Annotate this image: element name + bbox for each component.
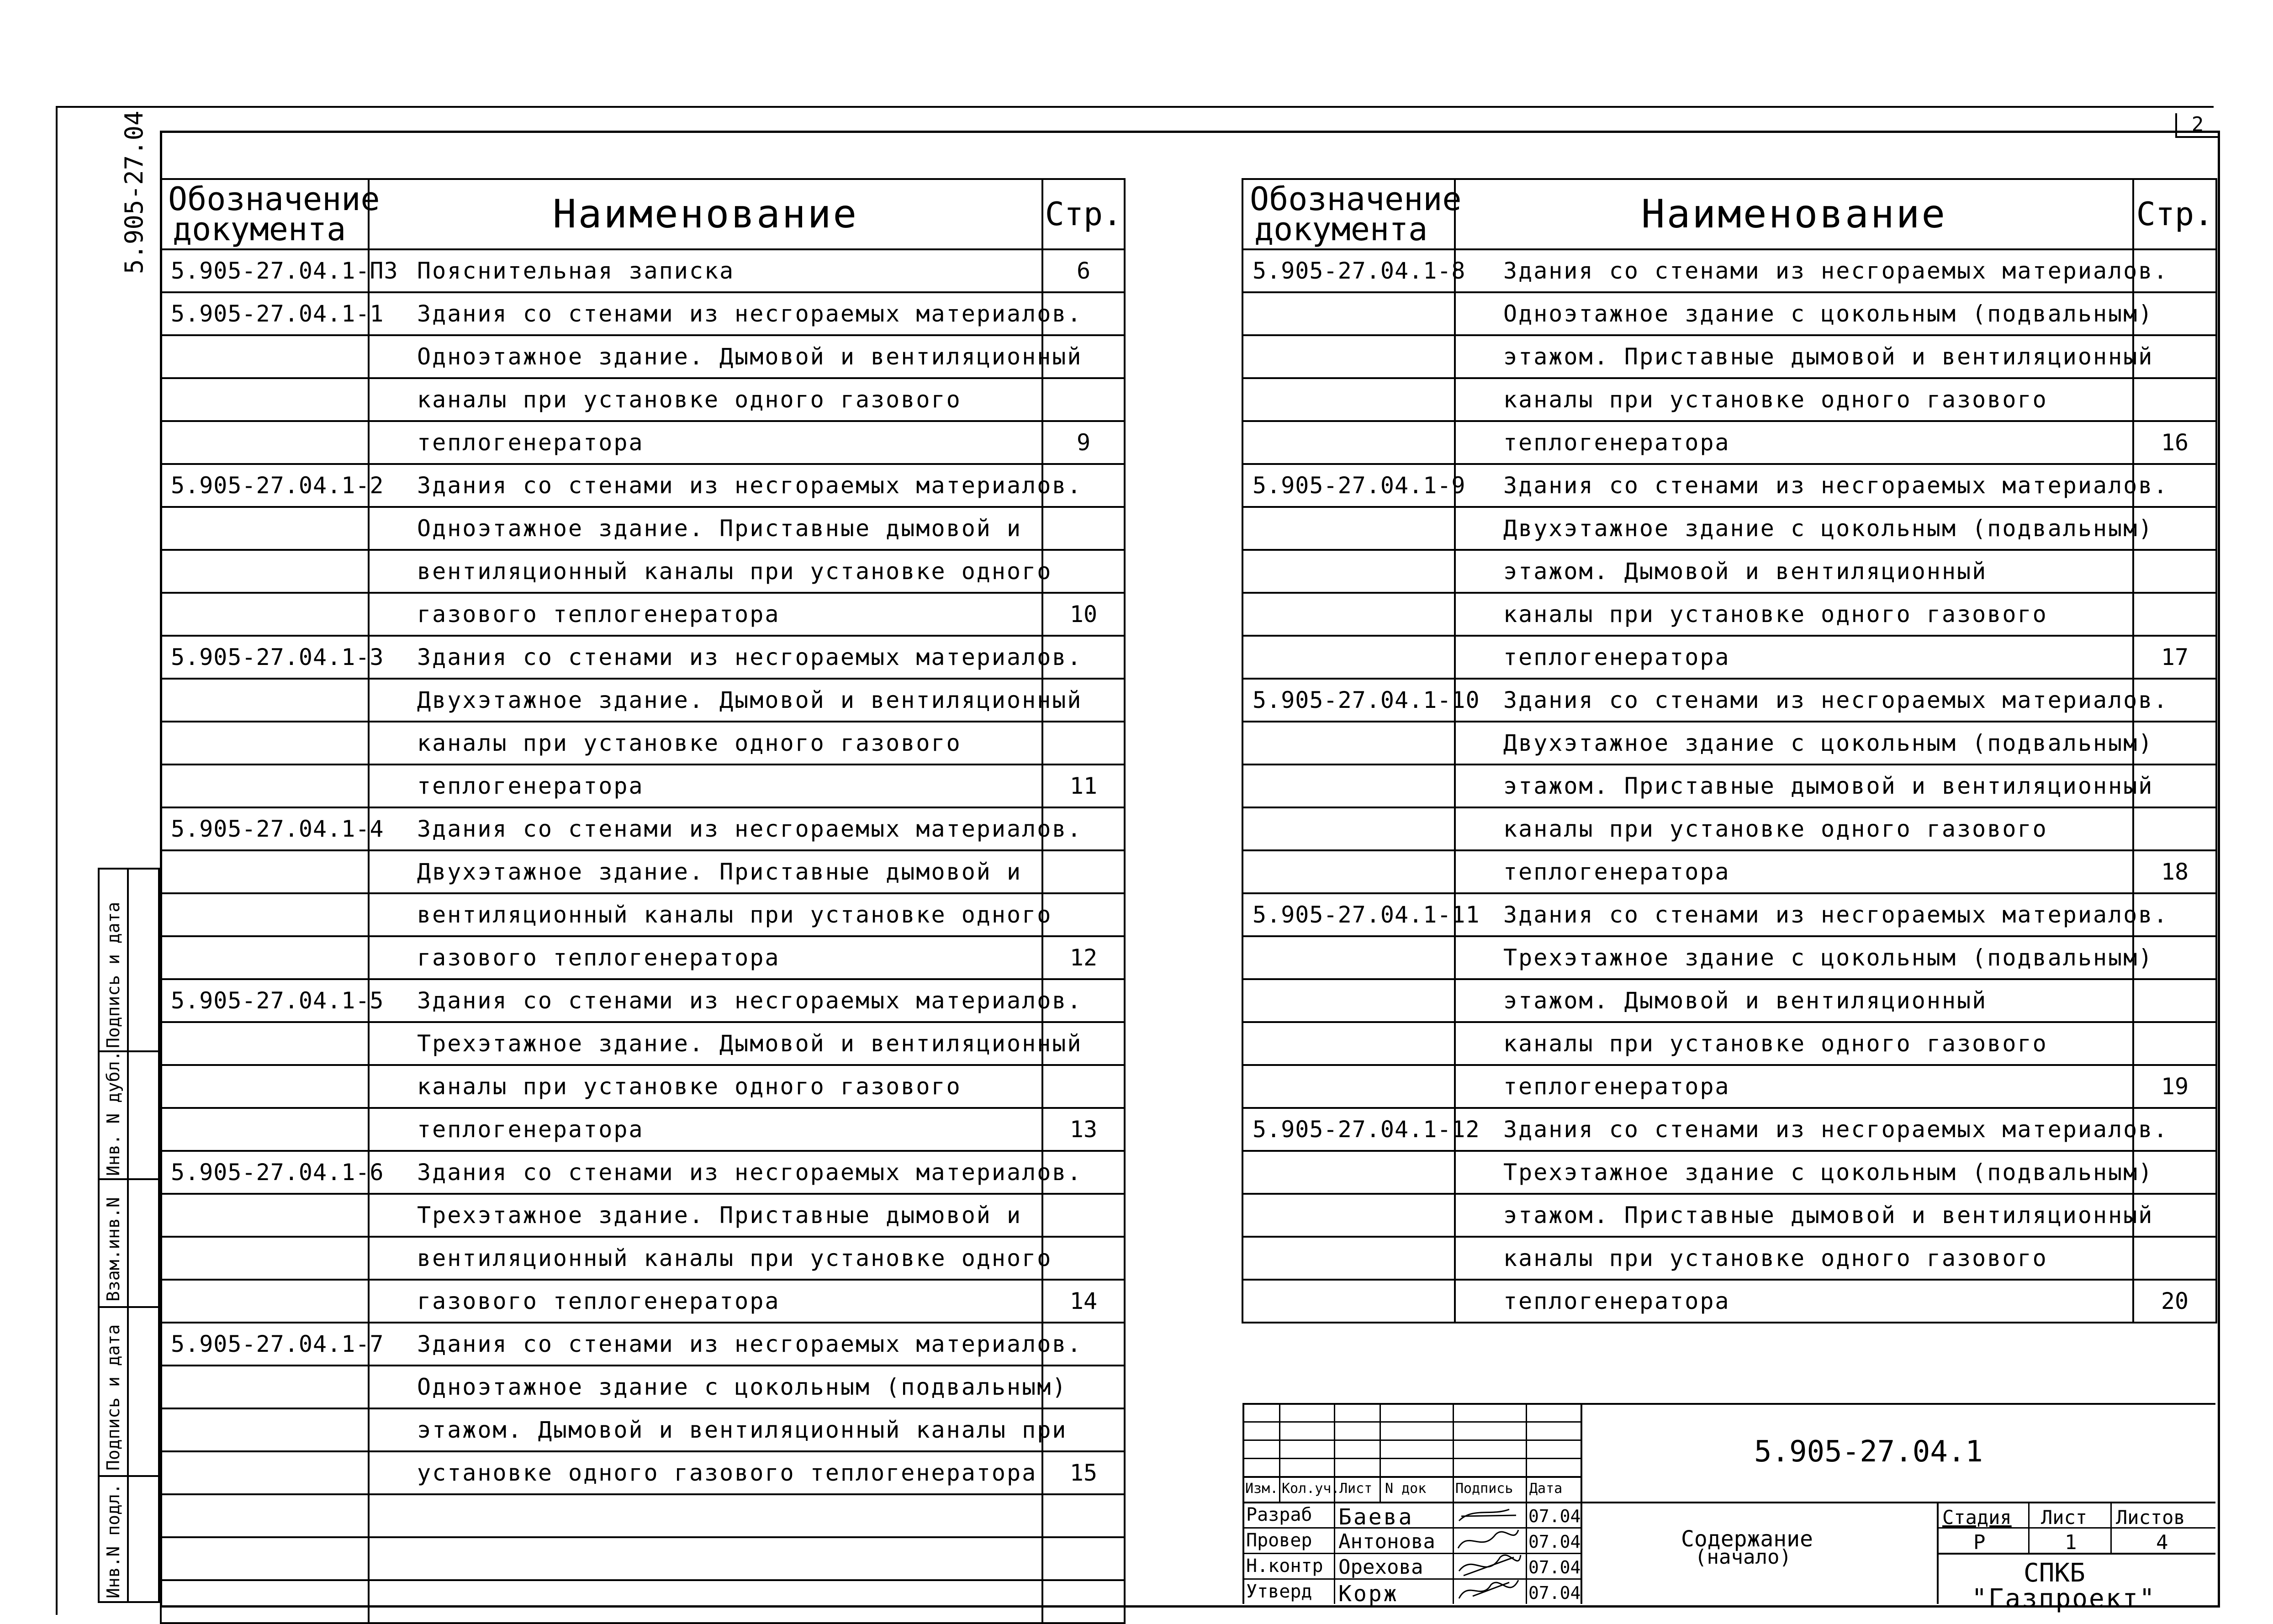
row-designation [1242, 292, 1455, 335]
stamp-sheet: 1 [2065, 1531, 2077, 1554]
stamp-date: 07.04 [1528, 1506, 1581, 1526]
contents-table-right [1242, 178, 2217, 1323]
stamp-sheet-label: Лист [2041, 1506, 2088, 1529]
table-row [161, 1108, 1125, 1151]
row-name: этажом. Дымовой и вентиляционный каналы при [369, 1408, 1042, 1451]
stamp-role: Провер [1246, 1530, 1312, 1551]
row-page: 9 [1042, 421, 1125, 464]
row-name: Здания со стенами из несгораемых материалов. [1455, 464, 2133, 507]
row-designation [1242, 1280, 1455, 1323]
stamp-sheets-label: Листов [2116, 1506, 2185, 1529]
row-designation [161, 1451, 369, 1494]
stamp-date: 07.04 [1528, 1557, 1581, 1577]
row-page: 14 [1042, 1280, 1125, 1323]
row-designation: 5.905-27.04.1-11 [1242, 893, 1455, 936]
row-page [1042, 1065, 1125, 1108]
table-row [1242, 807, 2216, 850]
row-designation [161, 765, 369, 807]
document-cipher-vertical: 5.905-27.04 [120, 111, 148, 274]
table-row [1242, 893, 2216, 936]
stamp-org-line1: СПКБ [2024, 1558, 2085, 1588]
row-designation [161, 593, 369, 636]
table-row [161, 1408, 1125, 1451]
approval-strip-values [125, 868, 160, 1603]
table-row [161, 1323, 1125, 1366]
row-name: Одноэтажное здание. Дымовой и вентиляционный [369, 335, 1042, 378]
row-designation [1242, 765, 1455, 807]
table-row [1242, 1237, 2216, 1280]
row-name: Одноэтажное здание с цокольным (подвальным) [1455, 292, 2133, 335]
table-row [161, 421, 1125, 464]
row-designation [1242, 1194, 1455, 1237]
row-designation: 5.905-27.04.1-5 [161, 979, 369, 1022]
table-row [1242, 550, 2216, 593]
row-designation [161, 722, 369, 765]
row-name: Двухэтажное здание с цокольным (подвальным) [1455, 722, 2133, 765]
row-name: теплогенератора [369, 765, 1042, 807]
row-designation [161, 550, 369, 593]
strip-line [98, 1178, 158, 1180]
table-row [1242, 1194, 2216, 1237]
row-name: Здания со стенами из несгораемых материалов. [369, 1323, 1042, 1366]
row-designation [1242, 335, 1455, 378]
header-designation-line1: Обозначение [168, 180, 380, 218]
row-page: 17 [2133, 636, 2216, 679]
row-designation [1242, 1151, 1455, 1194]
table-row [161, 1022, 1125, 1065]
stamp-person: Орехова [1338, 1555, 1423, 1579]
table-row [1242, 679, 2216, 722]
row-page: 6 [1042, 249, 1125, 292]
row-name: каналы при установке одного газового [1455, 1022, 2133, 1065]
stamp-role: Утверд [1246, 1581, 1312, 1602]
table-row [161, 1366, 1125, 1408]
strip-bottom-line [98, 1601, 158, 1603]
table-row [161, 807, 1125, 850]
row-name [369, 1580, 1042, 1623]
stamp-role: Разраб [1246, 1504, 1312, 1525]
table-row [1242, 292, 2216, 335]
row-name: этажом. Дымовой и вентиляционный [1455, 550, 2133, 593]
strip-label-inv-dup: Инв. N дубл. [103, 1050, 123, 1176]
row-name [369, 1494, 1042, 1537]
row-page [1042, 722, 1125, 765]
row-page: 15 [1042, 1451, 1125, 1494]
table-header [161, 179, 1125, 249]
table-row [1242, 636, 2216, 679]
table-row [1242, 464, 2216, 507]
row-designation [1242, 421, 1455, 464]
table-row [1242, 765, 2216, 807]
row-designation: 5.905-27.04.1-12 [1242, 1108, 1455, 1151]
row-designation [161, 421, 369, 464]
table-row [161, 1194, 1125, 1237]
row-designation [161, 850, 369, 893]
row-name: Здания со стенами из несгораемых материалов. [369, 1151, 1042, 1194]
row-designation [161, 1366, 369, 1408]
header-name: Наименование [369, 179, 1042, 249]
row-designation [1242, 979, 1455, 1022]
row-name: Трехэтажное здание с цокольным (подвальным) [1455, 1151, 2133, 1194]
strip-label-sign-date-1: Подпись и дата [103, 1324, 123, 1471]
row-designation: 5.905-27.04.1-4 [161, 807, 369, 850]
row-name: этажом. Приставные дымовой и вентиляционный [1455, 335, 2133, 378]
table-row [1242, 722, 2216, 765]
row-designation: 5.905-27.04.1-2 [161, 464, 369, 507]
row-name: Здания со стенами из несгораемых материалов. [369, 636, 1042, 679]
row-designation: 5.905-27.04.1-6 [161, 1151, 369, 1194]
table-row [1242, 1280, 2216, 1323]
row-page [2133, 1237, 2216, 1280]
row-page: 18 [2133, 850, 2216, 893]
row-name: этажом. Дымовой и вентиляционный [1455, 979, 2133, 1022]
table-row [161, 249, 1125, 292]
stamp-col-sheet: Лист [1339, 1481, 1373, 1497]
stamp-sheets: 4 [2156, 1531, 2168, 1554]
row-page: 11 [1042, 765, 1125, 807]
row-name: каналы при установке одного газового [369, 722, 1042, 765]
row-page [2133, 378, 2216, 421]
stamp-person: Баева [1338, 1504, 1414, 1530]
row-name: газового теплогенератора [369, 593, 1042, 636]
sheet-corner-box [2175, 113, 2218, 138]
table-row [161, 1580, 1125, 1623]
table-row [161, 1451, 1125, 1494]
row-designation [161, 893, 369, 936]
table-row [161, 1065, 1125, 1108]
stamp-stage: Р [1973, 1531, 1986, 1554]
row-designation [161, 378, 369, 421]
table-header [1242, 179, 2216, 249]
stamp-col-rev: Изм. [1245, 1481, 1279, 1497]
table-row [161, 1151, 1125, 1194]
row-designation [161, 1065, 369, 1108]
table-row [161, 507, 1125, 550]
row-designation: 5.905-27.04.1-1 [161, 292, 369, 335]
table-row [1242, 979, 2216, 1022]
row-designation [161, 1494, 369, 1537]
table-row [161, 464, 1125, 507]
strip-label-sign-date-2: Подпись и дата [103, 902, 123, 1048]
row-designation [1242, 1022, 1455, 1065]
row-page [2133, 593, 2216, 636]
row-name: вентиляционный каналы при установке одного [369, 550, 1042, 593]
row-page: 10 [1042, 593, 1125, 636]
row-page [1042, 550, 1125, 593]
row-designation [1242, 378, 1455, 421]
row-name: этажом. Приставные дымовой и вентиляционный [1455, 1194, 2133, 1237]
row-name: вентиляционный каналы при установке одного [369, 1237, 1042, 1280]
header-page: Стр. [2133, 179, 2216, 249]
row-page [1042, 850, 1125, 893]
header-designation [161, 179, 380, 249]
table-row [161, 550, 1125, 593]
row-name: каналы при установке одного газового [369, 1065, 1042, 1108]
row-name [369, 1537, 1042, 1580]
table-row [1242, 936, 2216, 979]
row-name: теплогенератора [369, 1108, 1042, 1151]
stamp-person: Антонова [1338, 1530, 1435, 1553]
row-name: газового теплогенератора [369, 1280, 1042, 1323]
row-designation [1242, 593, 1455, 636]
stamp-stage-label: Стадия [1942, 1506, 2012, 1529]
table-row [161, 936, 1125, 979]
row-page [1042, 378, 1125, 421]
table-row [1242, 421, 2216, 464]
signature-scribbles [1454, 1503, 1523, 1603]
table-row [161, 765, 1125, 807]
row-designation: 5.905-27.04.1-10 [1242, 679, 1455, 722]
strip-label-inv-orig: Инв.N подл. [103, 1483, 123, 1598]
table-row [1242, 507, 2216, 550]
table-row [161, 1537, 1125, 1580]
stamp-role: Н.контр [1246, 1555, 1323, 1577]
row-page [1042, 1494, 1125, 1537]
row-designation: 5.905-27.04.1-3 [161, 636, 369, 679]
row-page [1042, 507, 1125, 550]
row-name: Трехэтажное здание. Дымовой и вентиляционный [369, 1022, 1042, 1065]
header-designation-line1: Обозначение [1250, 180, 1462, 218]
table-row [161, 893, 1125, 936]
row-name: Здания со стенами из несгораемых материалов. [1455, 679, 2133, 722]
header-name: Наименование [1455, 179, 2133, 249]
stamp-col-signature: Подпись [1455, 1481, 1513, 1497]
strip-top-line [98, 868, 158, 870]
row-designation [161, 1108, 369, 1151]
table-row [1242, 1108, 2216, 1151]
row-designation [1242, 1065, 1455, 1108]
row-designation [161, 335, 369, 378]
row-page: 19 [2133, 1065, 2216, 1108]
table-row [161, 850, 1125, 893]
row-name: теплогенератора [1455, 850, 2133, 893]
stamp-col-qty: Кол.уч. [1282, 1481, 1340, 1497]
row-designation [1242, 807, 1455, 850]
header-page: Стр. [1042, 179, 1125, 249]
table-row [161, 636, 1125, 679]
row-designation: 5.905-27.04.1-9 [1242, 464, 1455, 507]
row-name: Здания со стенами из несгораемых материалов. [369, 464, 1042, 507]
header-designation-line2: документа [1254, 211, 1428, 248]
row-page [2133, 1022, 2216, 1065]
row-page: 12 [1042, 936, 1125, 979]
row-name: Пояснительная записка [369, 249, 1042, 292]
row-name: вентиляционный каналы при установке одного [369, 893, 1042, 936]
table-row [161, 1280, 1125, 1323]
row-name: теплогенератора [369, 421, 1042, 464]
title-block [1242, 1403, 2215, 1613]
row-name: каналы при установке одного газового [369, 378, 1042, 421]
row-name: Одноэтажное здание с цокольным (подвальным) [369, 1366, 1042, 1408]
table-row [1242, 1151, 2216, 1194]
approval-strip [98, 868, 162, 1603]
contents-table-left [160, 178, 1126, 1624]
stamp-date: 07.04 [1528, 1583, 1581, 1603]
table-row [1242, 249, 2216, 292]
row-page [1042, 893, 1125, 936]
row-name: каналы при установке одного газового [1455, 807, 2133, 850]
strip-line [98, 1306, 158, 1308]
table-row [161, 722, 1125, 765]
row-name: Трехэтажное здание. Приставные дымовой и [369, 1194, 1042, 1237]
header-designation-line2: документа [173, 211, 346, 248]
strip-label-replace-inv: Взам.инв.N [103, 1197, 123, 1302]
row-name: Здания со стенами из несгораемых материалов. [369, 292, 1042, 335]
row-name: Одноэтажное здание. Приставные дымовой и [369, 507, 1042, 550]
row-designation: 5.905-27.04.1-7 [161, 1323, 369, 1366]
table-row [161, 1237, 1125, 1280]
row-name: теплогенератора [1455, 1280, 2133, 1323]
row-name: Двухэтажное здание с цокольным (подвальным) [1455, 507, 2133, 550]
row-name: установке одного газового теплогенератора [369, 1451, 1042, 1494]
header-designation [1242, 179, 1462, 249]
row-name: Здания со стенами из несгораемых материалов. [369, 807, 1042, 850]
row-page [1042, 1237, 1125, 1280]
table-row [1242, 378, 2216, 421]
table-row [161, 292, 1125, 335]
row-name: Здания со стенами из несгораемых материалов. [1455, 1108, 2133, 1151]
row-page [2133, 979, 2216, 1022]
stamp-title-line1: Содержание [1681, 1526, 1813, 1552]
row-designation [161, 507, 369, 550]
row-page [2133, 807, 2216, 850]
row-designation [161, 1022, 369, 1065]
row-name: каналы при установке одного газового [1455, 378, 2133, 421]
stamp-designation: 5.905-27.04.1 [1754, 1435, 1983, 1469]
stamp-title-line2: (начало) [1695, 1545, 1792, 1569]
stamp-date: 07.04 [1528, 1532, 1581, 1552]
row-designation [161, 1408, 369, 1451]
table-row [1242, 593, 2216, 636]
row-page [1042, 1580, 1125, 1623]
table-row [1242, 1022, 2216, 1065]
row-name: Двухэтажное здание. Дымовой и вентиляционный [369, 679, 1042, 722]
table-row [1242, 335, 2216, 378]
table-row [1242, 1065, 2216, 1108]
row-name: теплогенератора [1455, 421, 2133, 464]
row-page: 16 [2133, 421, 2216, 464]
sheet-corner-number: 2 [2191, 113, 2204, 136]
row-name: каналы при установке одного газового [1455, 593, 2133, 636]
row-designation [161, 1194, 369, 1237]
table-row [161, 593, 1125, 636]
row-designation [1242, 1237, 1455, 1280]
row-designation [161, 679, 369, 722]
stamp-org-line2: "Газпроект" [1972, 1584, 2156, 1613]
row-name: теплогенератора [1455, 1065, 2133, 1108]
row-designation [161, 936, 369, 979]
row-designation [161, 1580, 369, 1623]
stamp-person: Корж [1338, 1581, 1399, 1607]
row-name: Здания со стенами из несгораемых материалов. [369, 979, 1042, 1022]
table-row [161, 979, 1125, 1022]
row-designation [1242, 722, 1455, 765]
row-page: 20 [2133, 1280, 2216, 1323]
row-name: теплогенератора [1455, 636, 2133, 679]
row-name: этажом. Приставные дымовой и вентиляционный [1455, 765, 2133, 807]
stamp-col-doc: N док [1385, 1481, 1427, 1497]
table-row [161, 679, 1125, 722]
row-designation [1242, 850, 1455, 893]
row-designation: 5.905-27.04.1-П3 [161, 249, 369, 292]
row-name: газового теплогенератора [369, 936, 1042, 979]
row-designation [1242, 936, 1455, 979]
row-designation: 5.905-27.04.1-8 [1242, 249, 1455, 292]
row-page: 13 [1042, 1108, 1125, 1151]
table-row [161, 1494, 1125, 1537]
table-row [161, 378, 1125, 421]
table-row [1242, 850, 2216, 893]
row-designation [1242, 507, 1455, 550]
table-row [161, 335, 1125, 378]
row-name: Здания со стенами из несгораемых материалов. [1455, 893, 2133, 936]
row-page [1042, 1537, 1125, 1580]
row-name: Двухэтажное здание. Приставные дымовой и [369, 850, 1042, 893]
row-designation [161, 1237, 369, 1280]
row-page [2133, 550, 2216, 593]
row-designation [1242, 636, 1455, 679]
row-name: Здания со стенами из несгораемых материалов. [1455, 249, 2133, 292]
row-designation [161, 1537, 369, 1580]
row-name: Трехэтажное здание с цокольным (подвальным) [1455, 936, 2133, 979]
row-designation [161, 1280, 369, 1323]
row-page [1042, 1194, 1125, 1237]
row-name: каналы при установке одного газового [1455, 1237, 2133, 1280]
stamp-col-date: Дата [1529, 1481, 1563, 1497]
row-designation [1242, 550, 1455, 593]
strip-line [98, 1475, 158, 1477]
